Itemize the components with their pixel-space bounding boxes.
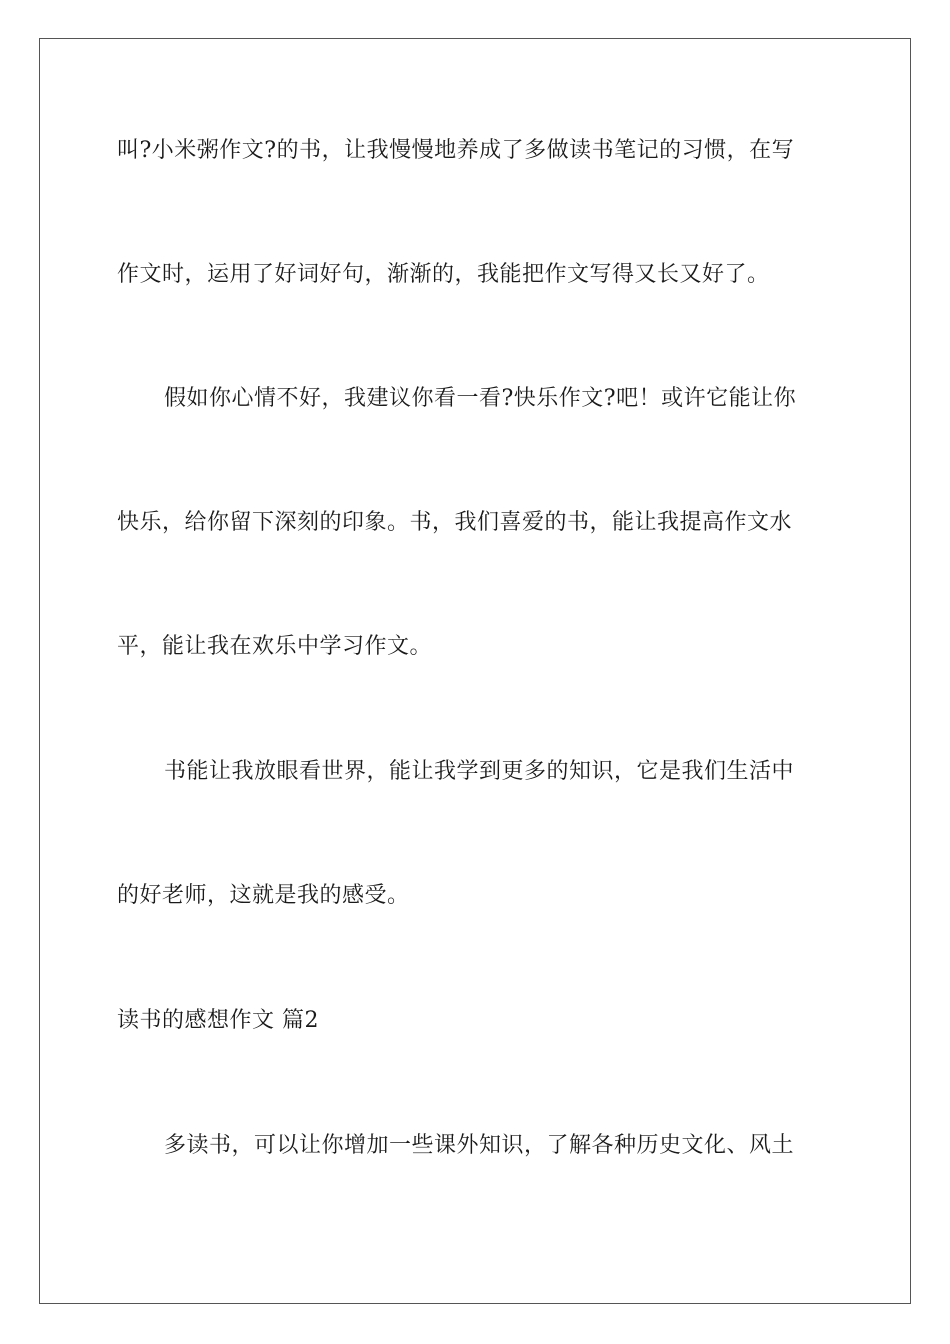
paragraph-start-line-6: 书能让我放眼看世界，能让我学到更多的知识，它是我们生活中 (164, 759, 795, 784)
section-heading: 读书的感想作文 篇2 (117, 1008, 319, 1033)
text-line-4: 快乐，给你留下深刻的印象。书，我们喜爱的书，能让我提高作文水 (117, 510, 793, 535)
text-line-5: 平，能让我在欢乐中学习作文。 (117, 634, 433, 659)
page-border (39, 38, 911, 1304)
paragraph-start-line-9: 多读书，可以让你增加一些课外知识，了解各种历史文化、风土 (164, 1133, 795, 1158)
text-line-2: 作文时，运用了好词好句，渐渐的，我能把作文写得又长又好了。 (117, 262, 770, 287)
text-line-1: 叫?小米粥作文?的书，让我慢慢地养成了多做读书笔记的习惯，在写 (117, 138, 795, 163)
text-line-7: 的好老师，这就是我的感受。 (117, 883, 410, 908)
paragraph-start-line-3: 假如你心情不好，我建议你看一看?快乐作文?吧！或许它能让你 (164, 386, 797, 411)
